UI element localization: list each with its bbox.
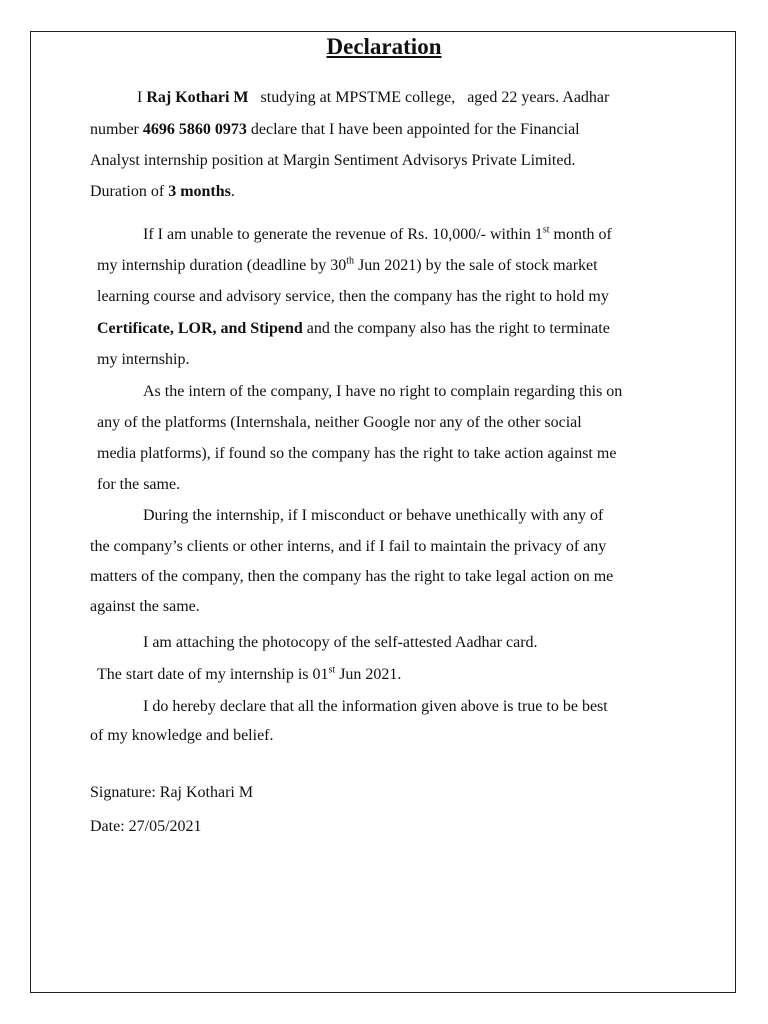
p2-line-1 xyxy=(143,225,612,245)
p5-line-1: I am attaching the photocopy of the self-attested Aadhar card. xyxy=(143,634,538,651)
duration: 3 months xyxy=(168,183,231,200)
p2-line-5: my internship. xyxy=(97,351,190,368)
text: . xyxy=(230,183,235,200)
p1-line-2 xyxy=(90,120,580,140)
superscript: st xyxy=(542,224,550,236)
p1-line-4 xyxy=(90,182,235,202)
text: If I am unable to generate the revenue of Rs. 10,000/- within 1 xyxy=(143,226,543,243)
p3-line-4: for the same. xyxy=(97,476,181,493)
p2-line-2 xyxy=(97,256,598,276)
aadhar-number: 4696 5860 0973 xyxy=(142,121,247,138)
p7-line-2: of my knowledge and belief. xyxy=(90,727,274,744)
document-title: Declaration xyxy=(326,34,442,59)
text: and the company also has the right to terminate xyxy=(302,320,610,337)
p3-line-1: As the intern of the company, I have no right to complain regarding this on xyxy=(143,383,623,400)
text: my internship duration (deadline by 30 xyxy=(97,257,347,274)
p1-line-3: Analyst internship position at Margin Sentiment Advisorys Private Limited. xyxy=(90,152,576,169)
p1-line-1 xyxy=(137,88,609,108)
p6-line-1 xyxy=(97,665,401,685)
text: Jun 2021. xyxy=(335,666,402,683)
text: aged 22 years. Aadhar xyxy=(467,89,610,106)
superscript: st xyxy=(328,664,336,676)
p4-line-2: the company’s clients or other interns, and if I fail to maintain the privacy of any xyxy=(90,538,607,555)
text: I xyxy=(137,89,147,106)
p2-line-3: learning course and advisory service, then the company has the right to hold my xyxy=(97,288,609,305)
text: studying at MPSTME college, xyxy=(260,89,456,106)
p4-line-3: matters of the company, then the company has the right to take legal action on me xyxy=(90,568,614,585)
superscript: th xyxy=(346,255,355,267)
text: Jun 2021) by the sale of stock market xyxy=(354,257,598,274)
text: month of xyxy=(549,226,612,243)
p3-line-3: media platforms), if found so the company has the right to take action against me xyxy=(97,445,617,462)
p2-line-4 xyxy=(97,319,610,339)
withheld-items: Certificate, LOR, and Stipend xyxy=(97,320,303,337)
p3-line-2: any of the platforms (Internshala, neither Google nor any of the other social xyxy=(97,414,582,431)
p4-line-1: During the internship, if I misconduct or behave unethically with any of xyxy=(143,507,604,524)
p4-line-4: against the same. xyxy=(90,598,200,615)
text: declare that I have been appointed for the Financial xyxy=(246,121,580,138)
declarant-name: Raj Kothari M xyxy=(146,89,249,106)
p7-line-1: I do hereby declare that all the information given above is true to be best xyxy=(143,698,608,715)
text: The start date of my internship is 01 xyxy=(97,666,329,683)
signature-line: Signature: Raj Kothari M xyxy=(90,784,254,801)
date-line: Date: 27/05/2021 xyxy=(90,818,202,835)
text: number xyxy=(90,121,143,138)
text: Duration of xyxy=(90,183,169,200)
